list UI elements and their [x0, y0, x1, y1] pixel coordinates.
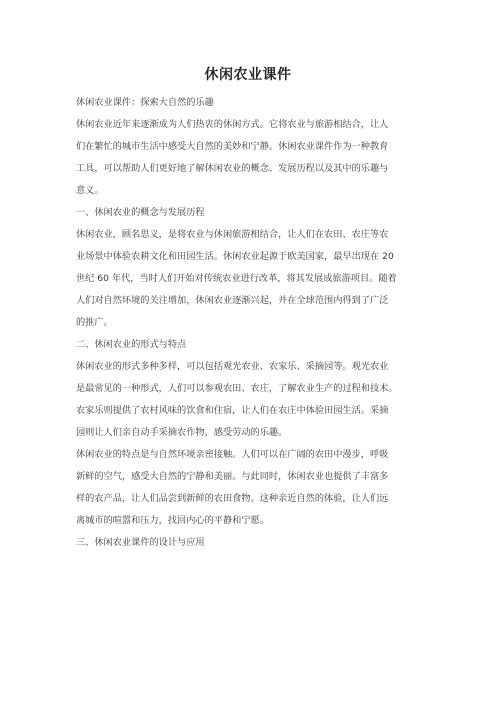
subtitle-line: 休闲农业课件：探索大自然的乐趣: [76, 97, 214, 108]
paragraph-line: 的推广。: [76, 317, 113, 328]
paragraph-line: 工具，可以帮助人们更好地了解休闲农业的概念、发展历程以及其中的乐趣与: [76, 163, 389, 174]
paragraph-line: 新鲜的空气，感受大自然的宁静和美丽。与此同时，休闲农业也提供了丰富多: [76, 471, 389, 482]
paragraph-line: 人们对自然环境的关注增加，休闲农业逐渐兴起，并在全球范围内得到了广泛: [76, 295, 389, 306]
section-heading: 一、休闲农业的概念与发展历程: [76, 207, 205, 218]
section2-paragraph-1: [76, 356, 422, 444]
paragraph-line: 业场景中体验农耕文化和田园生活。休闲农业起源于欧美国家，最早出现在 20: [76, 251, 394, 262]
intro-paragraph: [76, 114, 422, 202]
document-body: [76, 92, 422, 554]
paragraph-line: 是最常见的一种形式，人们可以参观农田、农庄，了解农业生产的过程和技术。: [76, 383, 398, 394]
paragraph-line: 休闲农业，顾名思义，是将农业与休闲旅游相结合，让人们在农田、农庄等农: [76, 229, 389, 240]
paragraph-line: 农家乐则提供了农村风味的饮食和住宿，让人们在农庄中体验田园生活。采摘: [76, 405, 389, 416]
document-title: 休闲农业课件: [204, 67, 292, 83]
section1-paragraph: [76, 224, 422, 334]
section-heading: 二、休闲农业的形式与特点: [76, 339, 187, 350]
paragraph-line: 休闲农业的形式多种多样，可以包括观光农业、农家乐、采摘园等。观光农业: [76, 361, 389, 372]
paragraph-line: 们在繁忙的城市生活中感受大自然的美妙和宁静。休闲农业课件作为一种教育: [76, 141, 389, 152]
paragraph-line: 休闲农业近年来逐渐成为人们热衷的休闲方式。它将农业与旅游相结合，让人: [76, 119, 389, 130]
section2-paragraph-2: [76, 444, 422, 532]
paragraph-line: 意义。: [76, 185, 104, 196]
paragraph-line: 园则让人们亲自动手采摘农作物，感受劳动的乐趣。: [76, 427, 288, 438]
paragraph-line: 离城市的喧嚣和压力，找回内心的平静和宁愿。: [76, 515, 269, 526]
paragraph-line: 样的农产品，让人们品尝到新鲜的农田食物。这种亲近自然的体验，让人们远: [76, 493, 389, 504]
paragraph-line: 世纪 60 年代，当时人们开始对传统农业进行改革，将其发展成旅游项目。随着: [76, 273, 397, 284]
paragraph-line: 休闲农业的特点是与自然环境亲密接触。人们可以在广阔的农田中漫步，呼吸: [76, 449, 389, 460]
section-heading: 三、休闲农业课件的设计与应用: [76, 537, 205, 548]
